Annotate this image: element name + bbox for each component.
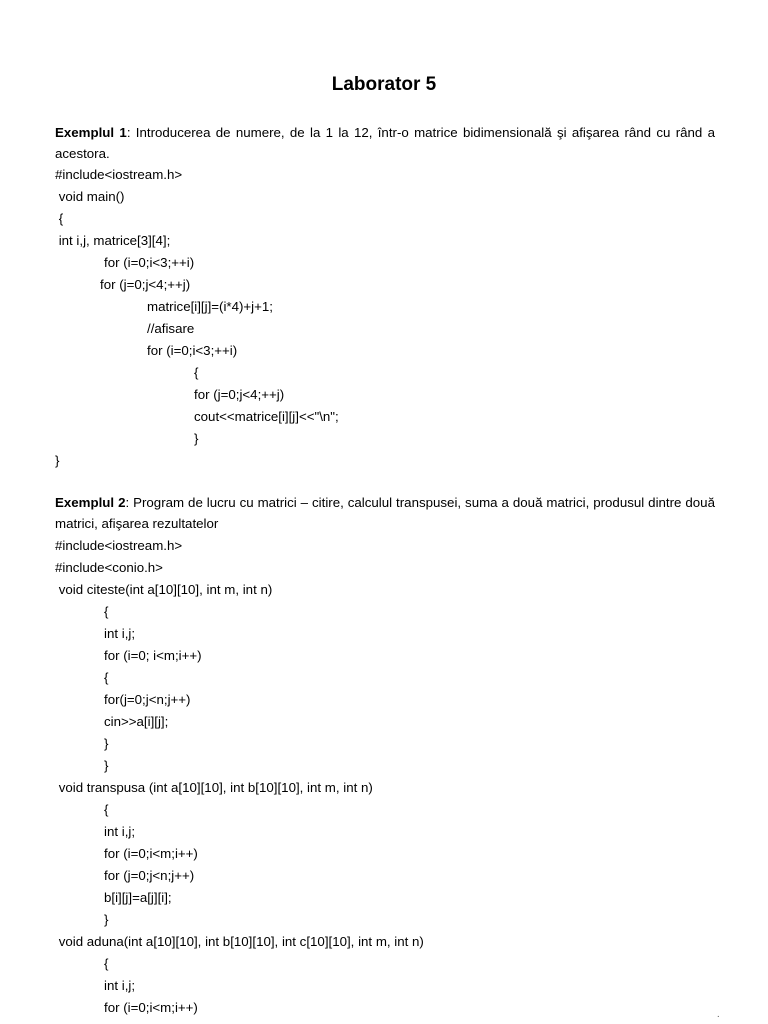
code-line: for (i=0;i<m;i++) <box>104 846 198 861</box>
code-line: int i,j; <box>104 978 136 993</box>
code-line: //afisare <box>147 321 195 336</box>
code-line: } <box>104 736 109 751</box>
code-line: #include<conio.h> <box>55 560 163 575</box>
code-line: int i,j, matrice[3][4]; <box>55 233 171 248</box>
code-line: void citeste(int a[10][10], int m, int n) <box>55 582 273 597</box>
code-line: #include<iostream.h> <box>55 538 183 553</box>
code-line: for (i=0;i<3;++i) <box>104 255 195 270</box>
code-line: void aduna(int a[10][10], int b[10][10], int c[10][10], int m, int n) <box>55 934 424 949</box>
code-line: } <box>55 453 60 468</box>
code-line: matrice[i][j]=(i*4)+j+1; <box>147 299 273 314</box>
code-line: { <box>104 604 109 619</box>
code-line: #include<iostream.h> <box>55 167 183 182</box>
code-line: b[i][j]=a[j][i]; <box>104 890 172 905</box>
code-line: for (j=0;j<4;++j) <box>194 387 285 402</box>
code-line: for (i=0;i<m;i++) <box>104 1000 198 1015</box>
code-line: void transpusa (int a[10][10], int b[10][10], int m, int n) <box>55 780 373 795</box>
code-line: for (i=0;i<3;++i) <box>147 343 238 358</box>
code-line: { <box>104 670 109 685</box>
code-line: for (j=0;j<4;++j) <box>100 277 191 292</box>
page-title: Laborator 5 <box>331 74 437 95</box>
code-line: int i,j; <box>104 626 136 641</box>
code-line: { <box>55 211 64 226</box>
code-line: } <box>104 758 109 773</box>
code-line: for (j=0;j<n;j++) <box>104 868 195 883</box>
page-corner-mark: · <box>716 1011 720 1022</box>
example-1-label: Exemplul 1 <box>55 125 127 140</box>
code-line: cout<<matrice[i][j]<<"\n"; <box>194 409 339 424</box>
code-line: { <box>104 956 109 971</box>
example-2-label: Exemplul 2 <box>55 495 126 510</box>
code-line: cin>>a[i][j]; <box>104 714 169 729</box>
code-line: { <box>194 365 199 380</box>
code-line: void main() <box>55 189 125 204</box>
example-1-text: : Introducerea de numere, de la 1 la 12, într-o matrice bidimensională şi afişarea rând cu rând a acestora. <box>55 125 715 161</box>
example-1-description <box>55 122 715 164</box>
example-2-description <box>55 492 715 534</box>
code-line: for (i=0; i<m;i++) <box>104 648 202 663</box>
code-line: { <box>104 802 109 817</box>
example-2-text: : Program de lucru cu matrici – citire, calculul transpusei, suma a două matrici, produsul dintre două matrici, afişarea rezultatelor <box>55 495 715 531</box>
code-line: for(j=0;j<n;j++) <box>104 692 191 707</box>
code-line: } <box>194 431 199 446</box>
code-line: int i,j; <box>104 824 136 839</box>
code-line: } <box>104 912 109 927</box>
